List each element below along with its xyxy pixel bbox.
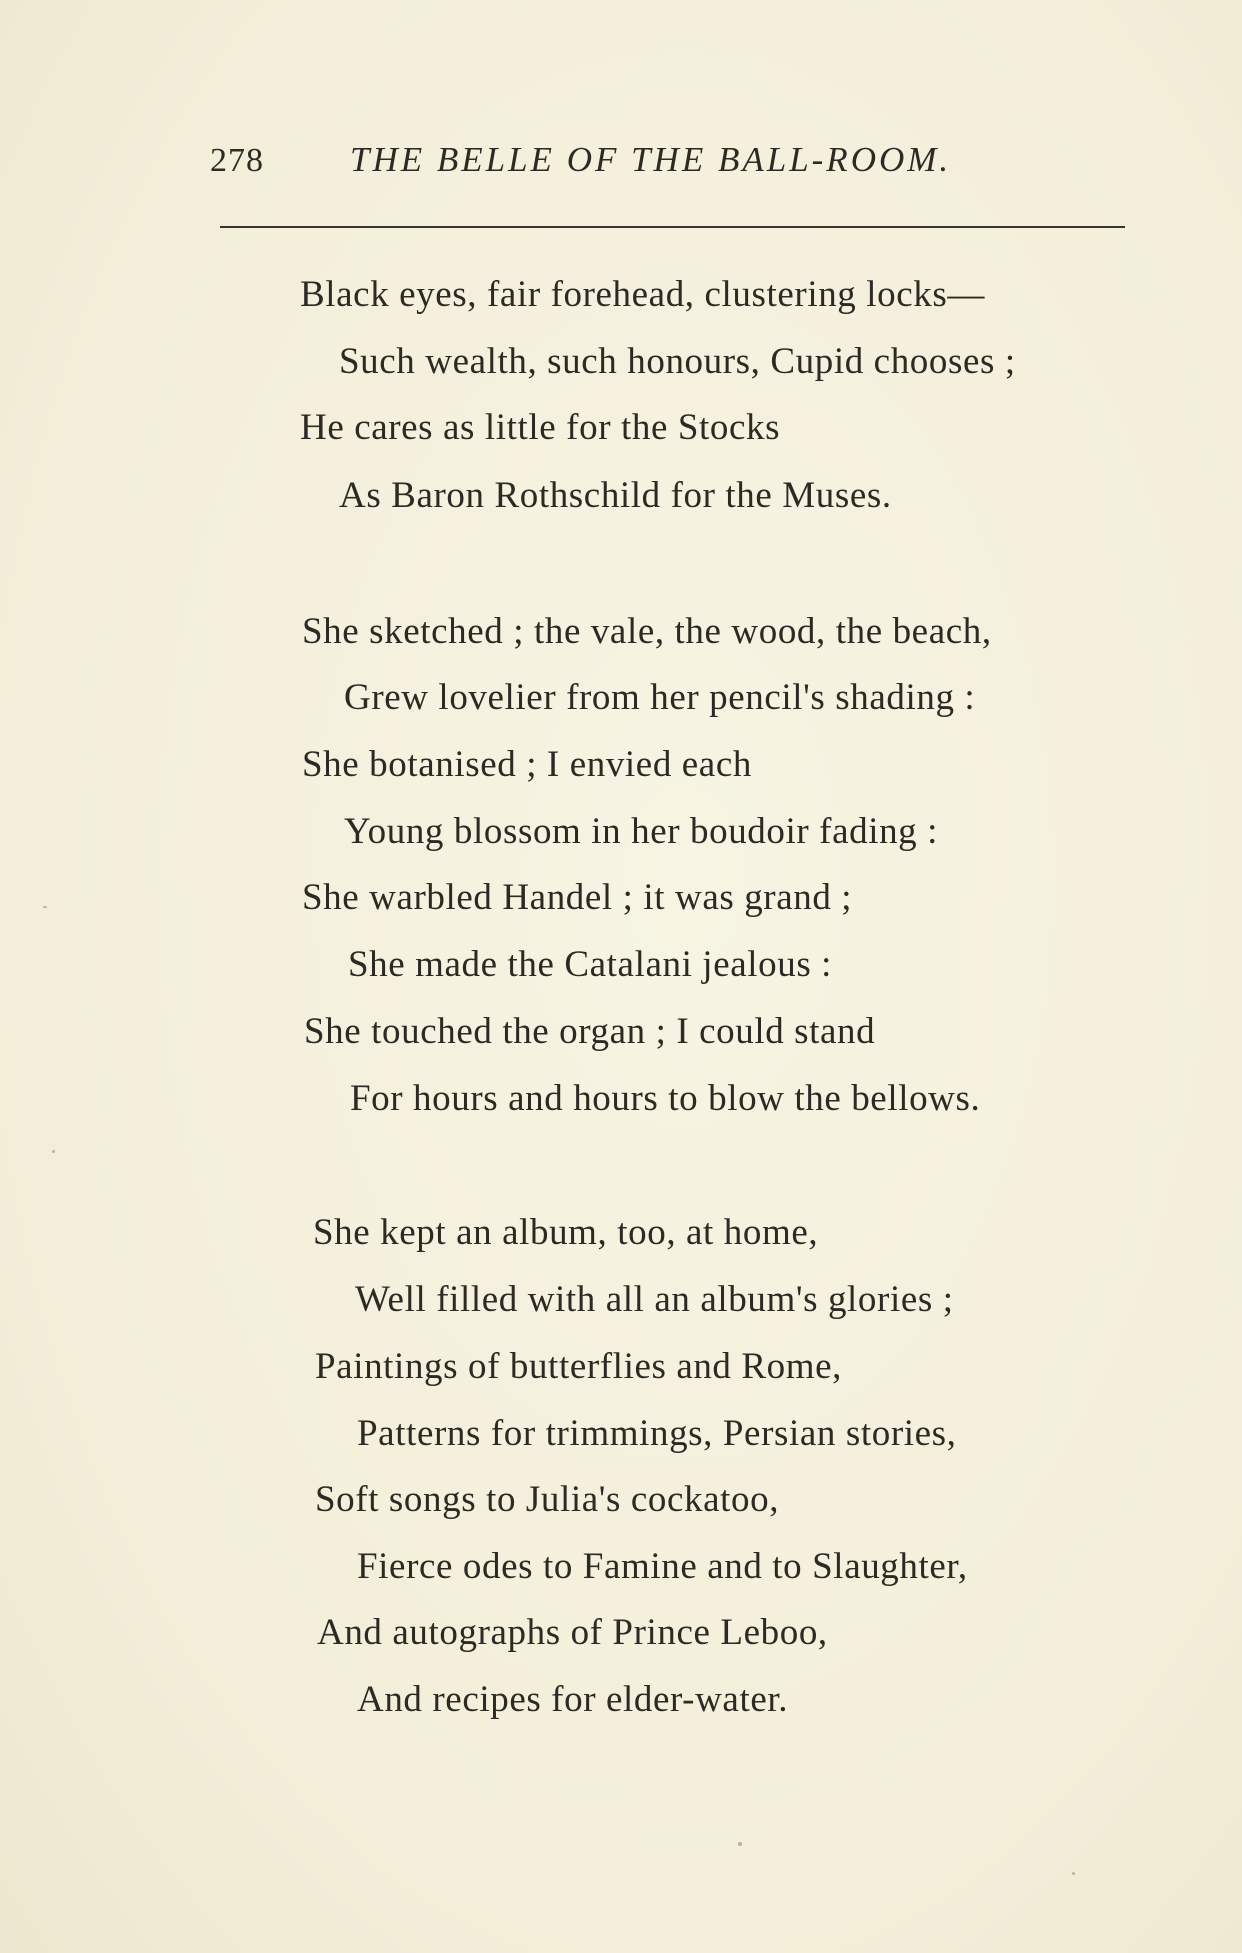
verse-line: Patterns for trimmings, Persian stories, bbox=[357, 1413, 957, 1454]
verse-line: For hours and hours to blow the bellows. bbox=[350, 1078, 981, 1119]
verse-line: She touched the organ ; I could stand bbox=[304, 1011, 876, 1052]
verse-line: Black eyes, fair forehead, clustering locks— bbox=[300, 274, 985, 315]
verse-line: She kept an album, too, at home, bbox=[313, 1212, 819, 1253]
verse-line: She botanised ; I envied each bbox=[302, 744, 752, 785]
verse-line: And recipes for elder-water. bbox=[357, 1679, 789, 1720]
verse-line: She warbled Handel ; it was grand ; bbox=[302, 877, 853, 918]
paper-speck bbox=[1072, 1872, 1075, 1875]
verse-line: Paintings of butterflies and Rome, bbox=[315, 1346, 843, 1387]
verse-line: Grew lovelier from her pencil's shading : bbox=[344, 677, 976, 718]
verse-line: Fierce odes to Famine and to Slaughter, bbox=[357, 1546, 968, 1587]
page-number: 278 bbox=[210, 142, 264, 179]
running-title: THE BELLE OF THE BALL-ROOM. bbox=[350, 140, 952, 179]
paper-speck bbox=[43, 906, 47, 908]
verse-line: He cares as little for the Stocks bbox=[300, 407, 781, 448]
header-rule bbox=[220, 226, 1125, 228]
verse-line: Well filled with all an album's glories ; bbox=[355, 1279, 954, 1320]
verse-line: Soft songs to Julia's cockatoo, bbox=[315, 1479, 780, 1520]
verse-line: Young blossom in her boudoir fading : bbox=[344, 811, 939, 852]
verse-line: As Baron Rothschild for the Muses. bbox=[339, 475, 892, 516]
page-header bbox=[210, 140, 1110, 190]
paper-speck bbox=[738, 1842, 742, 1846]
verse-line: She made the Catalani jealous : bbox=[348, 944, 833, 985]
verse-line: And autographs of Prince Leboo, bbox=[317, 1612, 828, 1653]
paper-speck bbox=[52, 1150, 55, 1153]
verse-line: Such wealth, such honours, Cupid chooses ; bbox=[339, 341, 1016, 382]
verse-line: She sketched ; the vale, the wood, the beach, bbox=[302, 611, 992, 652]
